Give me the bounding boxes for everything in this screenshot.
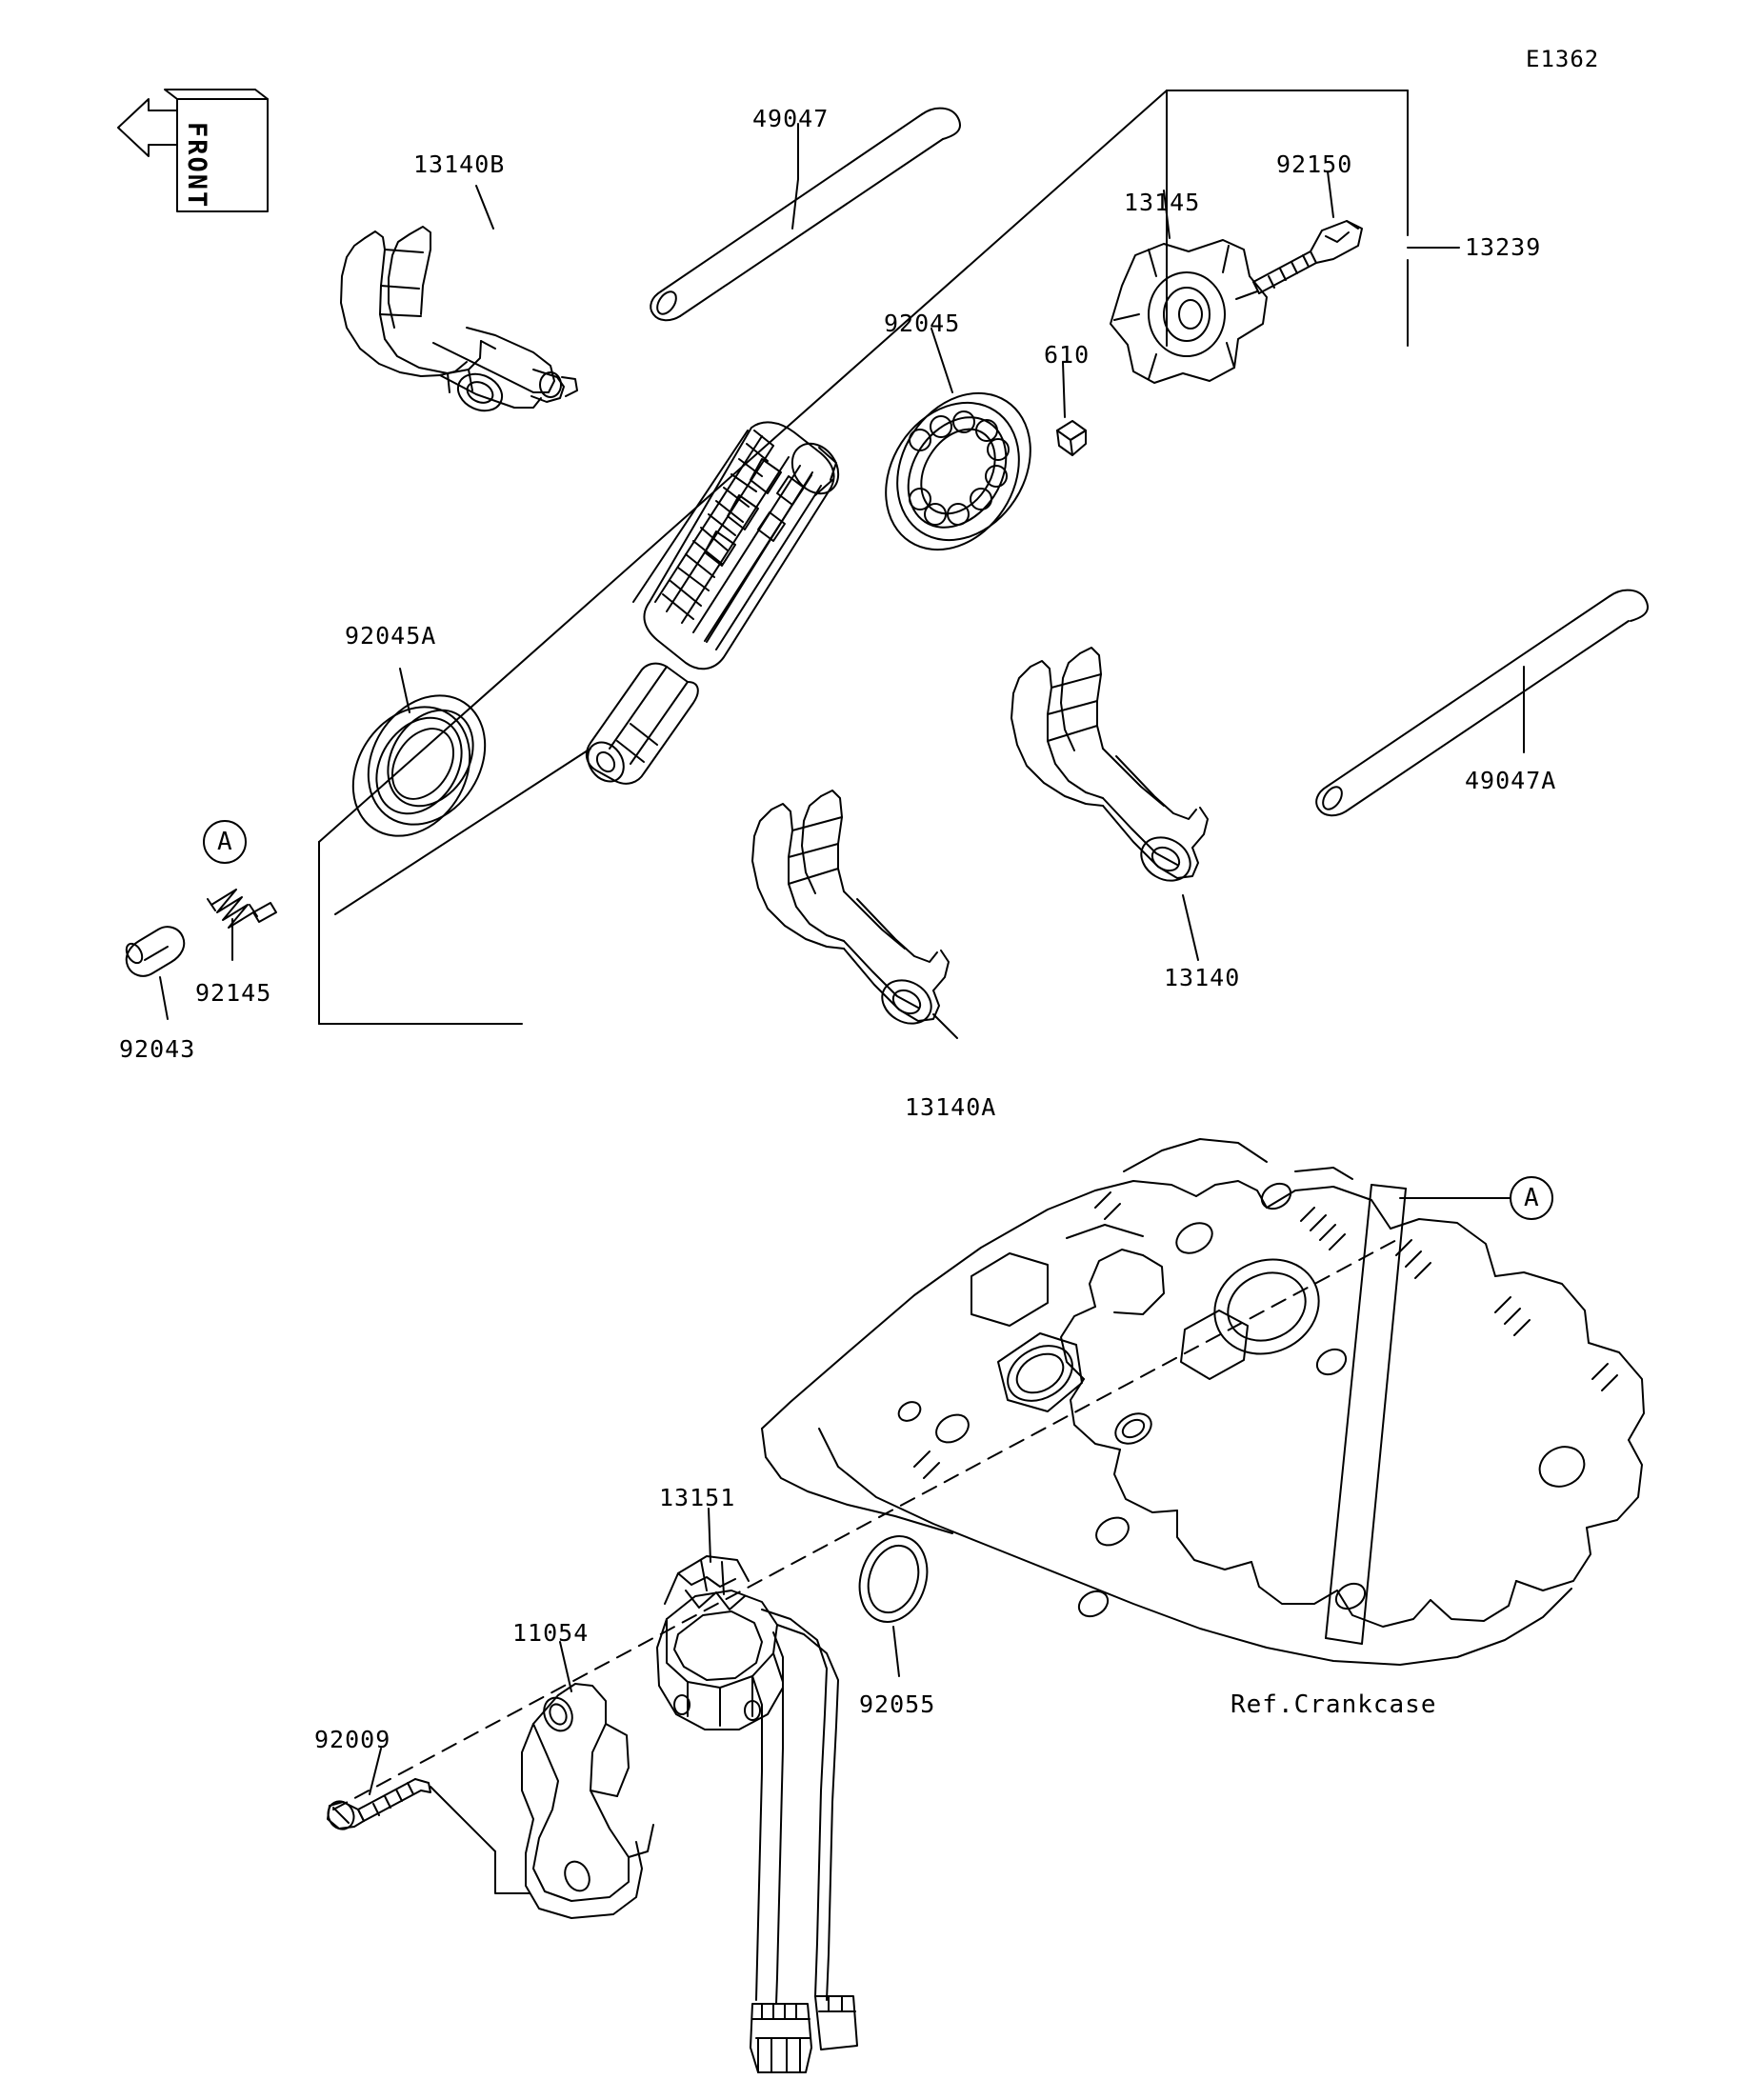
part-label-11054: 11054 xyxy=(512,1619,590,1647)
crankcase-section-band xyxy=(1326,1185,1406,1644)
leader-13140b xyxy=(476,186,493,229)
leader-13140 xyxy=(1183,895,1198,960)
part-label-13140b: 13140B xyxy=(413,150,506,178)
part-label-13140: 13140 xyxy=(1164,964,1241,991)
part-label-92045: 92045 xyxy=(884,310,961,337)
callout-a-upper-label: A xyxy=(217,828,233,856)
leader-92009 xyxy=(370,1749,381,1794)
assembly-frame xyxy=(319,90,1408,1024)
part-label-610: 610 xyxy=(1044,341,1091,369)
brace-92009 xyxy=(430,1787,495,1851)
leader-92043 xyxy=(160,977,168,1019)
reference-note-crankcase: Ref.Crankcase xyxy=(1231,1690,1437,1719)
o-ring-92055 xyxy=(849,1528,937,1631)
leader-92045 xyxy=(931,329,952,392)
part-label-92145: 92145 xyxy=(195,979,272,1007)
leader-13151 xyxy=(709,1509,710,1562)
part-label-92045a: 92045A xyxy=(345,622,437,650)
spring-92145 xyxy=(208,890,276,928)
leader-92150 xyxy=(1328,171,1333,217)
shift-fork-13140 xyxy=(1011,648,1208,890)
part-label-13239: 13239 xyxy=(1465,233,1542,261)
screw-92009 xyxy=(323,1779,495,1851)
pin-92043 xyxy=(123,927,184,976)
sheet-code: E1362 xyxy=(1526,46,1600,72)
shift-drum-cam-13145 xyxy=(1111,240,1267,383)
leader-610 xyxy=(1063,362,1065,417)
leader-92045a xyxy=(400,669,410,712)
part-label-13151: 13151 xyxy=(659,1484,736,1511)
part-label-13140a: 13140A xyxy=(905,1093,997,1121)
part-label-92009: 92009 xyxy=(314,1726,391,1753)
bearing-92045a xyxy=(330,673,509,858)
callout-a-lower-label: A xyxy=(1524,1184,1540,1212)
neutral-switch-13151 xyxy=(657,1556,857,2072)
bearing-92045 xyxy=(859,368,1058,574)
pin-610 xyxy=(1057,421,1086,455)
leader-92055 xyxy=(893,1627,899,1676)
assembly-centerline xyxy=(333,1238,1400,1810)
shift-fork-13140b xyxy=(341,227,577,417)
bolt-92150 xyxy=(1253,221,1362,293)
part-label-49047a: 49047A xyxy=(1465,767,1557,794)
front-marker-label: FRONT xyxy=(182,122,211,210)
leader-49047 xyxy=(792,124,798,229)
leader-11054-brace xyxy=(495,1851,530,1893)
crankcase-ref xyxy=(752,1139,1648,1682)
shift-drum-13239 xyxy=(335,421,848,915)
part-label-92150: 92150 xyxy=(1276,150,1353,178)
part-label-13145: 13145 xyxy=(1124,189,1201,216)
bracket-11054 xyxy=(522,1684,653,1918)
leader-13140a xyxy=(933,1014,957,1038)
shift-fork-13140a xyxy=(752,790,949,1032)
part-label-92055: 92055 xyxy=(859,1690,936,1718)
part-label-49047: 49047 xyxy=(752,105,830,132)
assembly-outline-13239 xyxy=(1162,88,1406,346)
part-label-92043: 92043 xyxy=(119,1035,196,1063)
leader-11054 xyxy=(560,1642,571,1691)
shift-rod-49047 xyxy=(650,109,960,321)
